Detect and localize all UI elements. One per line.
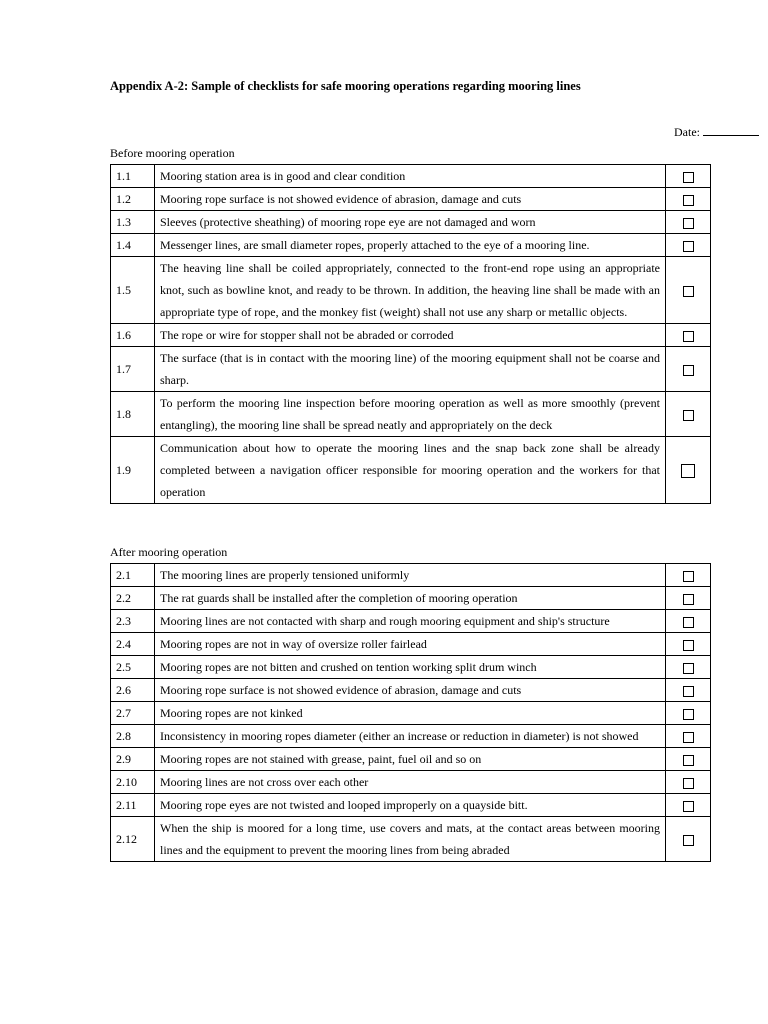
- checkbox-cell: [666, 817, 711, 862]
- checkbox-cell: [666, 748, 711, 771]
- checklist-row: [111, 437, 711, 504]
- item-checkbox[interactable]: [683, 195, 694, 206]
- item-number: 2.7: [111, 702, 155, 725]
- item-number: 1.4: [111, 234, 155, 257]
- item-number: 2.12: [111, 817, 155, 862]
- item-checkbox[interactable]: [683, 801, 694, 812]
- checkbox-cell: [666, 324, 711, 347]
- checkbox-cell: [666, 437, 711, 504]
- item-checkbox[interactable]: [683, 686, 694, 697]
- item-number: 2.3: [111, 610, 155, 633]
- checkbox-cell: [666, 234, 711, 257]
- checkbox-cell: [666, 702, 711, 725]
- checklist-row: [111, 633, 711, 656]
- item-text: The mooring lines are properly tensioned uniformly: [155, 564, 666, 587]
- checklist-row: [111, 324, 711, 347]
- checkbox-cell: [666, 257, 711, 324]
- item-text: Mooring station area is in good and clear condition: [155, 165, 666, 188]
- checkbox-cell: [666, 165, 711, 188]
- item-checkbox[interactable]: [683, 778, 694, 789]
- checkbox-cell: [666, 725, 711, 748]
- item-text: Mooring ropes are not in way of oversize roller fairlead: [155, 633, 666, 656]
- before-section-heading: Before mooring operation: [110, 146, 235, 160]
- checklist-row: [111, 656, 711, 679]
- checklist-row: [111, 794, 711, 817]
- item-text: Mooring rope surface is not showed evidence of abrasion, damage and cuts: [155, 188, 666, 211]
- checklist-row: [111, 725, 711, 748]
- checklist-row: [111, 817, 711, 862]
- checklist-row: [111, 771, 711, 794]
- item-checkbox[interactable]: [683, 218, 694, 229]
- checkbox-cell: [666, 347, 711, 392]
- checklist-row: [111, 748, 711, 771]
- item-text: Mooring lines are not contacted with sharp and rough mooring equipment and ship's structure: [155, 610, 666, 633]
- item-checkbox[interactable]: [683, 663, 694, 674]
- item-checkbox[interactable]: [683, 365, 694, 376]
- checklist-row: [111, 702, 711, 725]
- item-checkbox[interactable]: [683, 732, 694, 743]
- item-text: The rope or wire for stopper shall not be abraded or corroded: [155, 324, 666, 347]
- item-number: 2.9: [111, 748, 155, 771]
- item-checkbox[interactable]: [683, 571, 694, 582]
- item-number: 1.9: [111, 437, 155, 504]
- item-text: Mooring rope surface is not showed evidence of abrasion, damage and cuts: [155, 679, 666, 702]
- item-checkbox[interactable]: [683, 617, 694, 628]
- item-checkbox[interactable]: [683, 241, 694, 252]
- checklist-row: [111, 211, 711, 234]
- item-text: When the ship is moored for a long time, use covers and mats, at the contact areas between mooring lines and the equipment to prevent the mooring lines from being abraded: [155, 817, 666, 862]
- item-text: Mooring ropes are not bitten and crushed on tention working split drum winch: [155, 656, 666, 679]
- item-checkbox[interactable]: [683, 709, 694, 720]
- item-text: Communication about how to operate the mooring lines and the snap back zone shall be already completed between a navigation officer responsible for mooring operation and the workers for that operation: [155, 437, 666, 504]
- item-text: Mooring ropes are not stained with grease, paint, fuel oil and so on: [155, 748, 666, 771]
- checkbox-cell: [666, 679, 711, 702]
- item-number: 2.1: [111, 564, 155, 587]
- checkbox-cell: [666, 188, 711, 211]
- item-number: 2.8: [111, 725, 155, 748]
- item-text: To perform the mooring line inspection before mooring operation as well as more smoothly (prevent entangling), the mooring line shall be spread neatly and appropriately on the deck: [155, 392, 666, 437]
- item-text: The surface (that is in contact with the mooring line) of the mooring equipment shall not be coarse and sharp.: [155, 347, 666, 392]
- checklist-row: [111, 392, 711, 437]
- item-checkbox[interactable]: [683, 640, 694, 651]
- item-number: 1.1: [111, 165, 155, 188]
- item-number: 1.7: [111, 347, 155, 392]
- checklist-row: [111, 564, 711, 587]
- item-checkbox[interactable]: [683, 410, 694, 421]
- checkbox-cell: [666, 656, 711, 679]
- item-checkbox[interactable]: [681, 464, 695, 478]
- checklist-row: [111, 165, 711, 188]
- item-number: 1.3: [111, 211, 155, 234]
- checkbox-cell: [666, 633, 711, 656]
- checklist-row: [111, 188, 711, 211]
- item-number: 2.5: [111, 656, 155, 679]
- checkbox-cell: [666, 211, 711, 234]
- item-number: 1.2: [111, 188, 155, 211]
- item-number: 2.2: [111, 587, 155, 610]
- checklist-row: [111, 257, 711, 324]
- item-checkbox[interactable]: [683, 172, 694, 183]
- item-text: The rat guards shall be installed after the completion of mooring operation: [155, 587, 666, 610]
- item-number: 2.6: [111, 679, 155, 702]
- item-checkbox[interactable]: [683, 286, 694, 297]
- item-text: Mooring ropes are not kinked: [155, 702, 666, 725]
- checklist-row: [111, 679, 711, 702]
- item-checkbox[interactable]: [683, 835, 694, 846]
- item-text: Messenger lines, are small diameter ropes, properly attached to the eye of a mooring line.: [155, 234, 666, 257]
- item-number: 2.11: [111, 794, 155, 817]
- item-number: 1.5: [111, 257, 155, 324]
- item-checkbox[interactable]: [683, 331, 694, 342]
- checkbox-cell: [666, 392, 711, 437]
- before-checklist-table: [110, 164, 711, 504]
- checklist-row: [111, 347, 711, 392]
- item-checkbox[interactable]: [683, 594, 694, 605]
- item-text: Inconsistency in mooring ropes diameter (either an increase or reduction in diameter) is not showed: [155, 725, 666, 748]
- checkbox-cell: [666, 587, 711, 610]
- document-title: Appendix A-2: Sample of checklists for safe mooring operations regarding mooring lines: [110, 79, 581, 93]
- checkbox-cell: [666, 610, 711, 633]
- checkbox-cell: [666, 771, 711, 794]
- item-text: Mooring rope eyes are not twisted and looped improperly on a quayside bitt.: [155, 794, 666, 817]
- after-section-heading: After mooring operation: [110, 545, 228, 559]
- item-number: 1.8: [111, 392, 155, 437]
- after-checklist-table: [110, 563, 711, 862]
- date-field: [674, 124, 759, 140]
- checklist-row: [111, 610, 711, 633]
- item-text: Sleeves (protective sheathing) of mooring rope eye are not damaged and worn: [155, 211, 666, 234]
- checkbox-cell: [666, 564, 711, 587]
- checklist-row: [111, 587, 711, 610]
- item-number: 2.4: [111, 633, 155, 656]
- item-number: 1.6: [111, 324, 155, 347]
- item-number: 2.10: [111, 771, 155, 794]
- item-text: Mooring lines are not cross over each other: [155, 771, 666, 794]
- date-blank-line[interactable]: [703, 124, 759, 136]
- item-checkbox[interactable]: [683, 755, 694, 766]
- date-label: Date:: [674, 125, 700, 139]
- checklist-row: [111, 234, 711, 257]
- item-text: The heaving line shall be coiled appropriately, connected to the front-end rope using an appropriate knot, such as bowline knot, and ready to be thrown. In addition, the heaving line shall be made with an appropriate type of rope, and the monkey fist (weight) shall not use any sharp or metallic objects.: [155, 257, 666, 324]
- checkbox-cell: [666, 794, 711, 817]
